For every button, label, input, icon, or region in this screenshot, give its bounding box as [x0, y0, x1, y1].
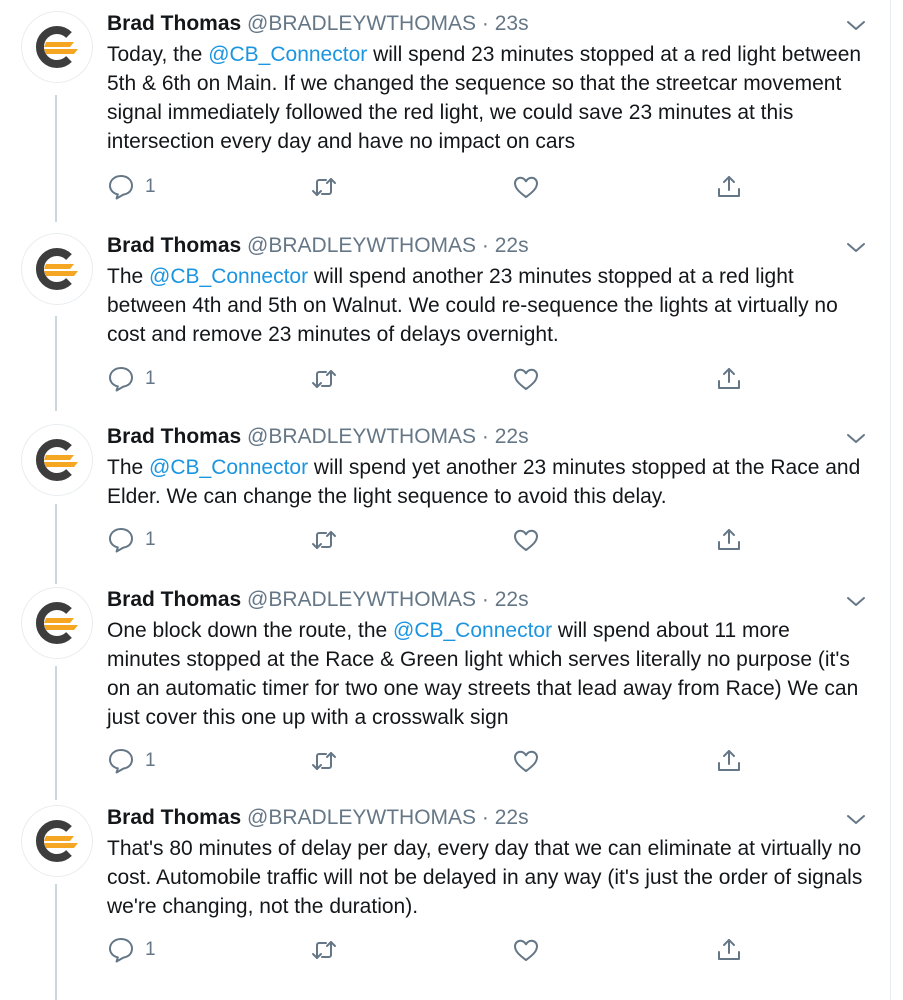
tweet[interactable] [0, 576, 890, 800]
tweet-text: The @CB_Connector will spend another 23 minutes stopped at a red light between 4th and 5th on Walnut. We could re-sequence the lights at virtually no cost and remove 23 minutes of delays overnight. [107, 265, 838, 346]
separator-dot: · [481, 588, 489, 611]
like-button[interactable] [512, 746, 540, 776]
tweet-actions [107, 172, 757, 202]
tweet-text: The @CB_Connector will spend yet another 23 minutes stopped at the Race and Elder. We can change the light sequence to avoid this delay. [107, 456, 861, 508]
reply-button[interactable] [107, 746, 156, 776]
timestamp[interactable]: 22s [494, 234, 529, 257]
retweet-button[interactable] [310, 364, 338, 394]
retweet-button[interactable] [310, 525, 338, 555]
tweet-header [107, 423, 529, 451]
mention-link[interactable]: @CB_Connector [208, 43, 368, 66]
heart-icon [512, 526, 540, 554]
reply-count: 1 [145, 368, 156, 389]
heart-icon [512, 365, 540, 393]
separator-dot: · [481, 806, 489, 829]
tweet-header [107, 232, 529, 260]
mention-link[interactable]: @CB_Connector [393, 619, 553, 642]
tweet[interactable] [0, 0, 890, 222]
avatar[interactable] [22, 425, 92, 495]
avatar[interactable] [22, 588, 92, 658]
share-button[interactable] [715, 935, 743, 965]
retweet-icon [310, 526, 338, 554]
reply-button[interactable] [107, 525, 156, 555]
share-icon [715, 747, 743, 775]
reply-icon [107, 526, 135, 554]
mention-link[interactable]: @CB_Connector [149, 265, 309, 288]
retweet-button[interactable] [310, 172, 338, 202]
mention-link[interactable]: @CB_Connector [149, 456, 309, 479]
author-name[interactable]: Brad Thomas [107, 12, 242, 35]
separator-dot: · [481, 12, 489, 35]
author-handle[interactable]: @BRADLEYWTHOMAS [247, 12, 477, 35]
tweet-text: That's 80 minutes of delay per day, every day that we can eliminate at virtually no cost. Automobile traffic will not be delayed in any way (it's just the order of signals we're changing, not the duration). [107, 837, 863, 918]
author-name[interactable]: Brad Thomas [107, 234, 242, 257]
tweet[interactable] [0, 222, 890, 412]
reply-icon [107, 365, 135, 393]
tweet-actions [107, 746, 757, 776]
share-icon [715, 173, 743, 201]
author-name[interactable]: Brad Thomas [107, 806, 242, 829]
share-button[interactable] [715, 746, 743, 776]
separator-dot: · [481, 425, 489, 448]
reply-count: 1 [145, 750, 156, 771]
share-button[interactable] [715, 172, 743, 202]
tweet-header [107, 586, 529, 614]
timestamp[interactable]: 22s [494, 588, 529, 611]
tweet-actions [107, 525, 757, 555]
tweet-text: Today, the @CB_Connector will spend 23 minutes stopped at a red light between 5th & 6th on Main. If we changed the sequence so that the streetcar movement signal immediately followed the red light, we could save 23 minutes at this intersection every day and have no impact on cars [107, 43, 862, 153]
retweet-button[interactable] [310, 935, 338, 965]
timestamp[interactable]: 22s [494, 806, 529, 829]
author-name[interactable]: Brad Thomas [107, 588, 242, 611]
reply-button[interactable] [107, 172, 156, 202]
share-button[interactable] [715, 525, 743, 555]
retweet-icon [310, 936, 338, 964]
avatar[interactable] [22, 12, 92, 82]
chevron-down-icon[interactable] [844, 590, 868, 614]
chevron-down-icon[interactable] [844, 427, 868, 451]
tweet-actions [107, 364, 757, 394]
separator-dot: · [481, 234, 489, 257]
like-button[interactable] [512, 364, 540, 394]
avatar[interactable] [22, 806, 92, 876]
reply-button[interactable] [107, 935, 156, 965]
tweet-header [107, 10, 529, 38]
author-name[interactable]: Brad Thomas [107, 425, 242, 448]
avatar[interactable] [22, 234, 92, 304]
tweet[interactable] [0, 794, 890, 1000]
share-icon [715, 526, 743, 554]
chevron-down-icon[interactable] [844, 236, 868, 260]
author-handle[interactable]: @BRADLEYWTHOMAS [247, 234, 477, 257]
author-handle[interactable]: @BRADLEYWTHOMAS [247, 806, 477, 829]
retweet-icon [310, 173, 338, 201]
author-handle[interactable]: @BRADLEYWTHOMAS [247, 588, 477, 611]
share-icon [715, 365, 743, 393]
retweet-button[interactable] [310, 746, 338, 776]
retweet-icon [310, 365, 338, 393]
like-button[interactable] [512, 172, 540, 202]
retweet-icon [310, 747, 338, 775]
reply-icon [107, 936, 135, 964]
timeline-right-border [890, 0, 891, 1000]
like-button[interactable] [512, 935, 540, 965]
like-button[interactable] [512, 525, 540, 555]
reply-icon [107, 747, 135, 775]
reply-count: 1 [145, 176, 156, 197]
heart-icon [512, 173, 540, 201]
author-handle[interactable]: @BRADLEYWTHOMAS [247, 425, 477, 448]
timestamp[interactable]: 23s [494, 12, 529, 35]
reply-icon [107, 173, 135, 201]
share-icon [715, 936, 743, 964]
chevron-down-icon[interactable] [844, 808, 868, 832]
share-button[interactable] [715, 364, 743, 394]
tweet-actions [107, 935, 757, 965]
reply-count: 1 [145, 529, 156, 550]
tweet[interactable] [0, 413, 890, 585]
reply-count: 1 [145, 939, 156, 960]
heart-icon [512, 747, 540, 775]
chevron-down-icon[interactable] [844, 14, 868, 38]
tweet-header [107, 804, 529, 832]
timestamp[interactable]: 22s [494, 425, 529, 448]
tweet-text: One block down the route, the @CB_Connector will spend about 11 more minutes stopped at the Race & Green light which serves literally no purpose (it's on an automatic timer for two one way streets that lead away from Race) We can just cover this one up with a crosswalk sign [107, 619, 859, 729]
reply-button[interactable] [107, 364, 156, 394]
heart-icon [512, 936, 540, 964]
